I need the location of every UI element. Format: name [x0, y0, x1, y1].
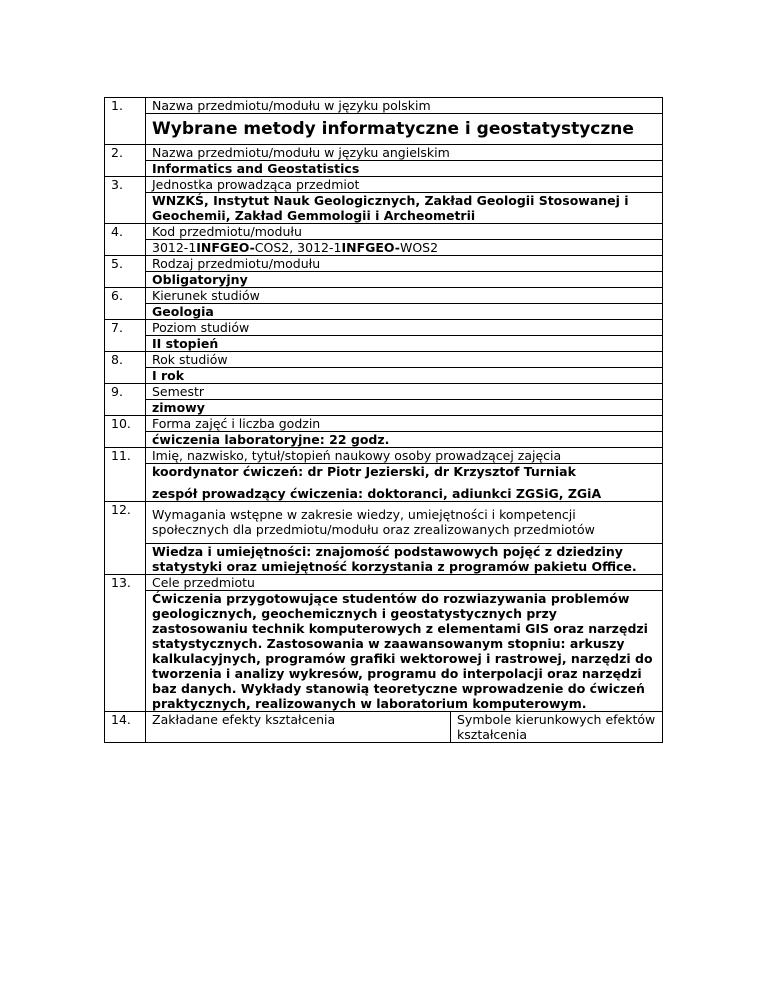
row-9-value — [105, 400, 663, 416]
row-12 — [105, 502, 663, 544]
field-label: Wymagania wstępne w zakresie wiedzy, umiejętności i kompetencji społecznych dla przedmiotu/modułu oraz zrealizowanych przedmiotów — [146, 502, 663, 544]
study-level: II stopień — [146, 336, 663, 352]
code-part: 3012-1 — [152, 240, 197, 255]
row-number: 6. — [105, 288, 146, 320]
row-1-value — [105, 114, 663, 145]
field-label: Kod przedmiotu/modułu — [146, 224, 663, 240]
row-2-value — [105, 161, 663, 177]
row-number: 3. — [105, 177, 146, 224]
row-6-value — [105, 304, 663, 320]
row-3-value — [105, 193, 663, 224]
row-number: 12. — [105, 502, 146, 575]
row-14 — [105, 712, 663, 743]
row-3 — [105, 177, 663, 193]
row-9 — [105, 384, 663, 400]
row-11 — [105, 448, 663, 464]
field-label: Nazwa przedmiotu/modułu w języku angielskim — [146, 145, 663, 161]
row-10 — [105, 416, 663, 432]
field-label-right: Symbole kierunkowych efektów kształcenia — [451, 712, 663, 743]
code-part: COS2, 3012-1 — [254, 240, 342, 255]
row-4-value — [105, 240, 663, 256]
row-10-value — [105, 432, 663, 448]
row-number: 13. — [105, 575, 146, 712]
course-name-pl: Wybrane metody informatyczne i geostatystyczne — [146, 114, 663, 145]
row-number: 7. — [105, 320, 146, 352]
row-number: 14. — [105, 712, 146, 743]
row-7-value — [105, 336, 663, 352]
row-4 — [105, 224, 663, 240]
field-of-study: Geologia — [146, 304, 663, 320]
row-11-value — [105, 464, 663, 502]
study-year: I rok — [146, 368, 663, 384]
row-6 — [105, 288, 663, 304]
syllabus-table — [104, 97, 663, 743]
field-label: Semestr — [146, 384, 663, 400]
class-form-hours: ćwiczenia laboratoryjne: 22 godz. — [146, 432, 663, 448]
course-type: Obligatoryjny — [146, 272, 663, 288]
code-part-bold: INFGEO- — [341, 240, 400, 255]
field-label: Cele przedmiotu — [146, 575, 663, 591]
row-number: 4. — [105, 224, 146, 256]
row-1 — [105, 98, 663, 114]
code-part-bold: INFGEO- — [196, 240, 255, 255]
instructors — [146, 464, 663, 502]
team-line: zespół prowadzący ćwiczenia: doktoranci, adiunkci ZGSiG, ZGiA — [152, 486, 602, 501]
field-label: Rodzaj przedmiotu/modułu — [146, 256, 663, 272]
row-5 — [105, 256, 663, 272]
course-objectives: Ćwiczenia przygotowujące studentów do rozwiazywania problemów geologicznych, geochemicznych i geostatystycznych przy zastosowaniu technik komputerowych z elementami GIS oraz narzędzi statystycznych. Zastosowania w zaawansowanym stopniu: arkuszy kalkulacyjnych, programów grafiki wektorowej i rastrowej, narzędzi do tworzenia i analizy wykresów, programu do interpolacji oraz narzędzi baz danych. Wykłady stanowią teoretyczne wprowadzenie do ćwiczeń praktycznych, realizowanych w laboratorium komputerowym. — [146, 591, 663, 712]
row-13-value — [105, 591, 663, 712]
code-part: WOS2 — [399, 240, 439, 255]
field-label: Kierunek studiów — [146, 288, 663, 304]
field-label: Poziom studiów — [146, 320, 663, 336]
field-label: Jednostka prowadząca przedmiot — [146, 177, 663, 193]
row-13 — [105, 575, 663, 591]
course-name-en: Informatics and Geostatistics — [146, 161, 663, 177]
coordinator-line: koordynator ćwiczeń: dr Piotr Jezierski, dr Krzysztof Turniak — [152, 464, 576, 479]
prerequisites: Wiedza i umiejętności: znajomość podstawowych pojęć z dziedziny statystyki oraz umiejętność korzystania z programów pakietu Office. — [146, 544, 663, 575]
row-5-value — [105, 272, 663, 288]
teaching-unit: WNZKŚ, Instytut Nauk Geologicznych, Zakład Geologii Stosowanej i Geochemii, Zakład Gemmologii i Archeometrii — [146, 193, 663, 224]
row-2 — [105, 145, 663, 161]
row-number: 5. — [105, 256, 146, 288]
row-8 — [105, 352, 663, 368]
field-label: Nazwa przedmiotu/modułu w języku polskim — [146, 98, 663, 114]
row-7 — [105, 320, 663, 336]
row-number: 9. — [105, 384, 146, 416]
row-number: 1. — [105, 98, 146, 145]
row-number: 11. — [105, 448, 146, 502]
row-number: 2. — [105, 145, 146, 177]
field-label: Rok studiów — [146, 352, 663, 368]
course-code — [146, 240, 663, 256]
field-label: Imię, nazwisko, tytuł/stopień naukowy osoby prowadzącej zajęcia — [146, 448, 663, 464]
semester: zimowy — [146, 400, 663, 416]
row-number: 10. — [105, 416, 146, 448]
row-number: 8. — [105, 352, 146, 384]
row-8-value — [105, 368, 663, 384]
field-label: Zakładane efekty kształcenia — [146, 712, 451, 743]
field-label: Forma zajęć i liczba godzin — [146, 416, 663, 432]
row-12-value — [105, 544, 663, 575]
